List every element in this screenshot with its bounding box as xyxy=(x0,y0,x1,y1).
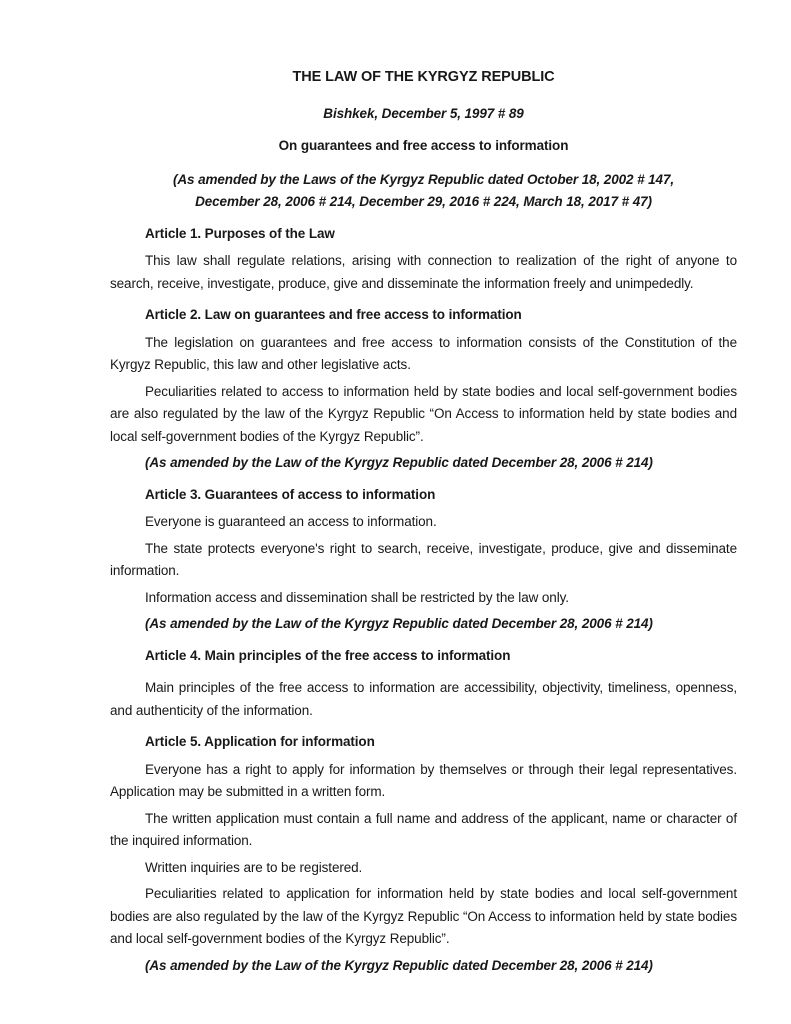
article-4-paragraph: Main principles of the free access to information are accessibility, objectivity, timeliness, openness, and authenticity of the information. xyxy=(110,680,737,718)
article-3-amendment-note: (As amended by the Law of the Kyrgyz Republic dated December 28, 2006 # 214) xyxy=(145,616,653,631)
article-3-paragraph: The state protects everyone's right to search, receive, investigate, produce, give and disseminate information. xyxy=(110,540,737,578)
document-place-date: Bishkek, December 5, 1997 # 89 xyxy=(323,105,524,121)
article-3-paragraph: Information access and dissemination shall be restricted by the law only. xyxy=(145,589,569,605)
article-2-heading: Article 2. Law on guarantees and free access to information xyxy=(145,307,522,322)
article-2-paragraph: The legislation on guarantees and free access to information consists of the Constitution of the Kyrgyz Republic, this law and other legislative acts. xyxy=(110,334,737,372)
article-5-paragraph: Peculiarities related to application for information held by state bodies and local self-government bodies are also regulated by the law of the Kyrgyz Republic “On Access to information held by state bodies and local self-government bodies of the Kyrgyz Republic”. xyxy=(110,886,737,946)
article-2-paragraph: Peculiarities related to access to information held by state bodies and local self-government bodies are also regulated by the law of the Kyrgyz Republic “On Access to information held by state bodies and local self-government bodies of the Kyrgyz Republic”. xyxy=(110,383,737,444)
article-1 xyxy=(110,223,737,296)
document-title: THE LAW OF THE KYRGYZ REPUBLIC xyxy=(292,69,555,85)
article-5-heading: Article 5. Application for information xyxy=(145,734,375,749)
document-header xyxy=(110,66,737,214)
amendments-note-line-1: (As amended by the Laws of the Kyrgyz Republic dated October 18, 2002 # 147, xyxy=(172,171,675,187)
article-2 xyxy=(110,304,737,475)
article-4 xyxy=(110,645,737,723)
article-1-heading: Article 1. Purposes of the Law xyxy=(145,225,335,241)
article-4-heading: Article 4. Main principles of the free access to information xyxy=(145,647,511,663)
article-3-paragraph: Everyone is guaranteed an access to information. xyxy=(145,514,437,529)
article-5-paragraph: Everyone has a right to apply for information by themselves or through their legal representatives. Application may be submitted in a written form. xyxy=(110,761,737,799)
article-5 xyxy=(110,731,737,977)
article-1-paragraph: This law shall regulate relations, arising with connection to realization of the right of anyone to search, receive, investigate, produce, give and disseminate the information freely and unimpededly. xyxy=(110,253,737,291)
amendments-note-line-2: December 28, 2006 # 214, December 29, 2016 # 224, March 18, 2017 # 47) xyxy=(195,194,652,209)
article-5-amendment-note: (As amended by the Law of the Kyrgyz Republic dated December 28, 2006 # 214) xyxy=(145,957,653,973)
document-amendments-note xyxy=(110,169,737,214)
article-5-paragraph: The written application must contain a full name and address of the applicant, name or character of the inquired information. xyxy=(110,810,737,848)
document-subject: On guarantees and free access to information xyxy=(278,138,569,153)
article-3-heading: Article 3. Guarantees of access to information xyxy=(145,486,436,502)
article-3 xyxy=(110,484,737,636)
article-5-paragraph: Written inquiries are to be registered. xyxy=(145,859,363,875)
article-2-amendment-note: (As amended by the Law of the Kyrgyz Republic dated December 28, 2006 # 214) xyxy=(145,455,653,470)
